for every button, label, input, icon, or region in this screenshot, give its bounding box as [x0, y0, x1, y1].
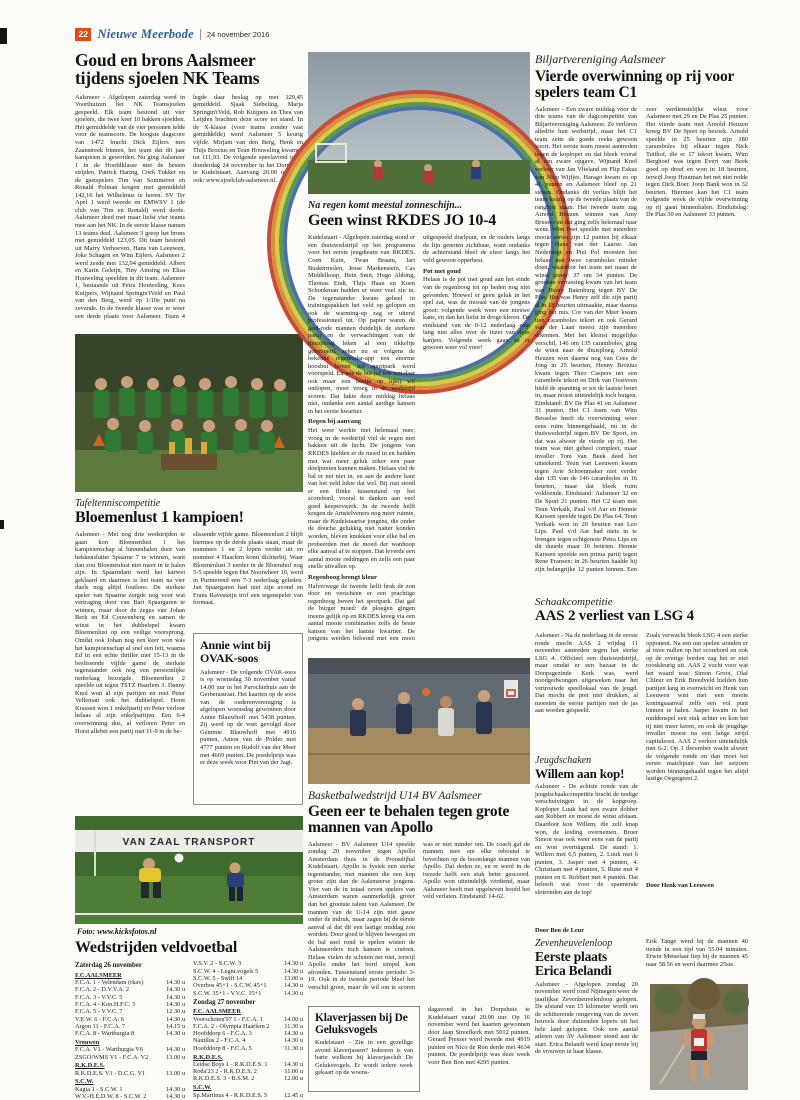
fixture-time: 14.30 u — [284, 982, 303, 990]
rkdes-photo-caption: Na regen komt meestal zonneschijn... — [308, 200, 463, 211]
fixture-time: 12.45 u — [284, 1091, 303, 1099]
article-tafeltennis — [75, 498, 303, 809]
fixture-row — [75, 1039, 185, 1046]
fixture-match: R.K.D.E.S. 3 - B.S.M. 2 — [193, 1075, 255, 1083]
schaak-body-col2: Zoals verwacht bleek LSG 4 een sterke opponent. Na een uur spelen stonden er al twee nullen op het scorebord en ook op de overige borden zag het er niet rooskleurig uit. AAS 2 vocht voor wat het waard was: Simon Groot, Olaf Cliteur en Erik Breedveld hielden hun partijen lang in evenwicht en Henk van Leeuwen wist met een mooie koningsaanval zelfs een vol punt binnen te halen. Jasper kwam in het middenspel een stuk achter en kon het tij niet meer keren, en ook de jeugdige invaller moest na een lange strijd capituleren. AAS 2 verloor uiteindelijk met 6-2. Op 1 december wacht alweer de volgende ronde en dan moet het eerste matchpunt van het seizoen worden binnengehaald tegen het altijd lastige Oegstgeest 2. — [646, 632, 748, 783]
fixture-row — [193, 1037, 303, 1044]
klaverjassen-box — [308, 1006, 420, 1092]
fixture-time: 14.30 u — [166, 979, 185, 987]
page-header — [75, 26, 745, 42]
photo-regenboog — [308, 52, 530, 194]
fixture-match: F.C.A. 2 - D.V.V.A. 2 — [75, 986, 130, 994]
fixture-row — [193, 1092, 303, 1099]
fixture-time: 14.30 u — [166, 986, 185, 994]
schaak-col2 — [646, 632, 748, 889]
biljart-body: Aalsmeer - Een zware middag voor de drie teams van de dagcompetitie van Biljartvereniging Aalsmeer. Ze verloren alledrie hun wedstrijd, maar het C1 team zette de goede reeks gewoon voort. Het eerste team moest aantreden tegen de koploper en dat bleek vooraf al een zware opgave. Wijnand Knol verloor van Jan Vlieland en Flip Eskus van Nico Wijfjes. Harago kwam zo op 41 punten en Aalsmeer bleef op 21 steken. Ondanks dit verlies blijft het team keurig op de tweede plaats van de ranglijst staan. Het tweede team zag Arnold Heuzen winnen van Amy Brussee en dat ging zelfs helemaal naar wens. Wim Peet speelde met meerdere mooie series zijn 12 punten bij elkaar tegen Hans van der Laarse. Jan Nederstigt en Piet Pol moesten het helaas met twee caramboles minder doen, waardoor het team net naast de winst greep: 37 om 34 punten. De grootste verrassing kwam van het team van Henry Batenburg tegen BV De Plas. Het was Henry zelf die zijn partij al in 18 beurten uitmaakte, maar daarna ging het mis. Cor van der Meer kwam tien caramboles tekort en ook Gerard van der Laan moest zijn meerdere erkennen. Met het kleinst mogelijke verschil, 146 om 135 caramboles, ging de winst naar de thuisploeg. Arnold Heuzen won daarna nog van Cees de Jong in 25 beurten, Henny Brozius kwam tegen Theo Caspers net een carambole tekort en Dirk van Oostveen hield de spanning er tot de laatste beurt in, maar moest uiteindelijk toch buigen. Eindstand: BV De Plas 41 en Aalsmeer 31 punten. Het C1 team van Wim Besselse heeft de overwinning weer eens ruim binnengehaald, nu in de thuiswedstrijd tegen BV De Sport, en dat was alweer de vierde op rij. Het team was niet geheel compleet, maar invaller Tom van Beek deed het uitstekend. Teun van Leeuwen kwam tegen Arie Schoenmaker niet verder dan 135 van de 146 caramboles in 16 beurten, maar dat bleek ruim voldoende. Eindstand: Aalsmeer 32 en De Sport 21 punten. Het C2 team met Teun Verkaik, Paul v/d Aar en Hennie Karssen speelde tegen De Plas 64. Teun Verkaik won in 20 beurten van Leo Lips. Paul v/d Aar had niets in te brengen tegen echtgenote Petra Lips en dit duurde maar 16 beurten. Hennie Karssen speelde een prima partij tegen Rene Fransen: in 26 beurten haalde hij zijn belangrijke 12 punten binnen. Een zeer verdienstelijke winst voor Aalsmeer met 29 en De Plas 25 punten. Het vierde team met Arnold Heuzen kreeg BV De Sport op bezoek. Arnold speelde in 25 beurten zijn 180 caramboles bij elkaar tegen Nick Tuithof, die er 17 tekort kwam. Wim Berghoef was tegen Evert van Beek goed op dreef en won in 18 beurten, terwijl Joop Houtman het net niet redde tegen Dick Boer. Joop Bank won in 32 beurten. Hiermee kan het C1 team volgende week de vijfde overwinning op rij gaan binnenhalen. Einduitslag: De Plas 30 en Aalsmeer 33 punten. — [535, 105, 748, 573]
ovak-headline: Annie wint bij OVAK-soos — [200, 638, 271, 665]
fixture-time: 14.30 u — [284, 1060, 303, 1068]
fixture-match: W.V.-H.E.D.W. 8 - S.C.W. 2 — [75, 1093, 147, 1100]
body-paragraph: Het weer werkte niet helemaal mee; vroeg in de wedstrijd viel de regen met bakken uit de lucht. De jongens van RKDES hielden er de moed in en hadden met wat meer geluk zeker een paar doelpunten kunnen maken. Helaas viel de bal er net niet in, en aan de andere kant van het veld lukte dat wel. Bij rust stond er een flinke tussenstand op het scorebord, vooral te danken aan veel goed keeperswerk. In de tweede helft kregen de Amstelveners nog meer ruimte, maar de Kudelstaartse jongens, die onder de douche gelukkig niet natter konden worden, bleven knokken voor elke bal en probeerden met de moed der wanhoop elke aanval af te stoppen. Dat leverde een aantal mooie reddingen en zelfs een paar snelle uitvallen op. — [308, 427, 415, 571]
fixture-match: S.C.W. 5 - Swift 14 — [193, 974, 243, 982]
fixture-match: Kagia 1 - S.C.W. 1 — [75, 1085, 123, 1093]
fixture-row — [75, 962, 185, 970]
scan-mark — [0, 28, 7, 44]
fixture-row — [75, 1062, 185, 1069]
regenboog-illustration — [308, 52, 530, 194]
veldvoetbal-headline: Wedstrijden veldvoetbal — [75, 939, 238, 956]
fixture-match: Argon 11 - F.C.A. 7 — [75, 1022, 126, 1030]
tafeltennis-body-col1: Aalsmeer - Met nog drie wedstrijden te gaan kon Bloemenlust 1 het kampioenschap al binnenhalen door van hekkensluiter Spaarne 7 te winnen, want dan zou Bloemenlust niet meer in te halen zijn. In Spaarndam werd het karwei geklaard en daarmee is het team na vier duels nog altijd foutloos. De sterkste speler van Spaarne zorgde nog voor wat vertraging door van Bart Spaargaren te winnen, maar door de zeges van Johan Berk en Ed Couwenberg en samen de winst in het dubbelspel kwam Bloemenlust op een veilige voorsprong. Omdat ook Johan nog een keer won was het kampioenschap al snel een feit, waarna Ed in een echte thriller met 15-13 in de beslissende vijfde game de sterkste tegenstander ook nog een persoonlijke nederlaag bezorgde. Bloemenlust 2 speelde uit tegen TSTZ Haarlem 3. Danny Knol won al zijn partijen en met Peter Velleman ook het dubbelspel. Horst Krassen won 1 enkelpartij en Peter verloor helaas al zijn enkelpartijen. Een 6-4 overwinning dus, al verloren Peter en Horst allebei een partij met 11-9 in de be- — [75, 531, 185, 735]
fixture-match: Zondag 27 november — [193, 998, 256, 1006]
fixture-match: ZSGO/WMS V1 - F.C.A. V2 — [75, 1053, 149, 1061]
fixture-match: Zaterdag 26 november — [75, 962, 142, 970]
fixture-row — [193, 1045, 303, 1052]
fixture-match: F.C.A. V1 - Wartburgia V6 — [75, 1046, 143, 1054]
article-jeugdschaken — [535, 755, 638, 934]
fixture-row — [75, 972, 185, 979]
fixture-match: Hoofddorp 6 - F.C.A. 3 — [193, 1030, 252, 1038]
fixture-row — [75, 1023, 185, 1030]
fixture-match: F.C. AALSMEER — [193, 1008, 241, 1016]
fixture-row — [193, 1054, 303, 1061]
fixture-match: V.S.V. 2 - S.C.W. 3 — [193, 960, 242, 968]
fixture-row — [193, 1023, 303, 1030]
fixture-match: Roda'23 2 - R.K.D.E.S. 2 — [193, 1068, 257, 1076]
photo-voetbal-keeper — [75, 816, 303, 924]
article-veldvoetbal — [75, 939, 303, 1100]
fixture-time: 12.00 u — [284, 1075, 303, 1083]
biljart-headline: Vierde overwinning op rij voor spelers team C1 — [535, 68, 734, 101]
fixture-time: 14.30 u — [166, 1085, 185, 1093]
fixture-time: 11.30 u — [284, 1022, 303, 1030]
schaak-byline: Door Henk van Leeuwen — [646, 882, 714, 889]
jeugdschaken-kicker: Jeugdschaken — [535, 755, 592, 766]
fixture-match: S.C.W. — [75, 1078, 94, 1086]
sjoelen-body: Aalsmeer - Afgelopen zaterdag werd in Voorthuizen het NK Teamsjoelen gespeeld. Elk team bestond uit vier sjoelers, die twee keer 10 bakken sjoelden. Het gemiddelde van de vier personen telde voor de teamscore. De hoogste dagscore van 1472 bracht Dick Eijlers met Zaanstreek binnen, het team dat dit jaar kampioen is geworden. Nu ging Aalsmeer 1 in de Hoofdklasse met de besten strijden. Patrick Haring, Cock Tukker en de gastspelers Tim van Sommeren en Ronald Polman kregen met gemiddeld 142,16 het Wilhelmus te horen. SV Ter Apel 1 werd tweede en EMWSV 1 (de club van Tim en Ronald) werd derde. Aalsmeer deed met maar liefst vier teams mee aan het NK. In de eerste klasse namen 13 teams deel. Aalsmeer 3 greep het brons met gemiddeld 123,05. Dit team bestond uit Marry Verhoeven, Hans van Leeuwen, Joke Schagen en Wim Eijlers. Aalsmeer 2 werd zesde met 132,94 gemiddeld. Albert en Karin Geleijn, Tiny Amsing en Elisa Houweling speelden in dit team. Aalsmeer 1, bestaande uit Petra Houweling, Kees Kuijpers, Wijnand Springin'tVeld en Paul van den Berg, werd op 1/10e punt na zevende. In de tweede klasse was er weer een derde plaats voor Aalsmeer. Team 4 legde daar beslag op met 129,45 gemiddeld. Sjaak Siebeling, Marja Springin'tVeld, Rob Kuijpers en Thea van Leijden brachten deze score tot stand. In de X-klasse (voor teams zonder vast gemiddelde) werd Aalsmeer 5 keurig vijfde. Mirjam van den Berg, Henk en Thijs Brozius en Teun Houweling kwamen tot 111,93. De volgende speelavond is op donderdag 24 november in het Dorpshuis te Kudelstaart. Aanvang 20.00 uur. Zie ook: www.sjoelclub-aalsmeer.nl. — [75, 93, 303, 320]
ad-board-text: VAN ZAAL TRANSPORT — [122, 837, 256, 848]
zevenheuvelen-kicker: Zevenheuvelenloop — [535, 938, 613, 949]
fixture-time: 14.00 u — [284, 1015, 303, 1023]
fixture-row — [193, 1075, 303, 1082]
photo-hardloopster — [650, 984, 748, 1090]
tafeltennis-body-col2: slissende vijfde game. Bloemenlust 2 blijft hiermee op de derde plaats staan, maar de nummers 1 en 2 lopen verder uit en nummer 4 Haarlem komt dichterbij. Waar Bloemenlust 3 eerder in de Bloemhof nog 5-5 speelde tegen Het Nootwheer 10, werd in Purmerend een 7-3 nederlaag geleden. Jan Spaargaren had niet zijn avond en Frans Ravesteijn trof een tegenspeler van formaat. — [193, 531, 303, 607]
photo-credit: Foto: www.kicksfotos.nl — [77, 927, 157, 936]
fixture-row — [193, 960, 303, 967]
article-biljart — [535, 52, 748, 578]
zevenheuvelen-body-col2: Erik Tange werd bij de mannen 40 tiende in een tijd van 55.04 minuten. Erwin Metselaar liep bij de mannen 45 naar 58.56 en werd daarmee 25ste. — [646, 938, 748, 968]
fixture-match: R.K.D.E.S. V1 - D.C.G. V1 — [75, 1069, 146, 1077]
fixture-row — [75, 979, 185, 986]
fixture-row — [193, 1068, 303, 1075]
schaak-body-col1: Aalsmeer - Na de nederlaag in de eerste ronde mocht AAS 2 vrijdag 11 november aantreden tegen het sterke LSG 4. Officieel een thuiswedstrijd, maar omdat er een bazaar in de Doopsgezinde Kerk was, werd noodgedwongen uitgeweken naar het vertrouwde speellokaal van de jeugd. Dat mocht de pret niet drukken, al moesten de eerste partijen met de jas aan worden gespeeld. — [535, 632, 638, 715]
fixture-row — [75, 1070, 185, 1077]
fixture-row — [193, 975, 303, 982]
fixture-time: 14.30 u — [166, 1093, 185, 1100]
fixture-match: F.C.A. 3 - V.V.C. 5 — [75, 993, 123, 1001]
fixture-row — [75, 1016, 185, 1023]
schaak-kicker: Schaakcompetitie — [535, 596, 613, 608]
article-rkdes — [308, 200, 530, 646]
fixture-row — [193, 1016, 303, 1023]
fixture-row — [193, 990, 303, 997]
fixture-time: 14.30 u — [166, 1030, 185, 1038]
fixture-row — [75, 1078, 185, 1085]
klaverjassen-body-col2: dagavond in het Dorpshuis te Kudelstaart vanaf 20.00 uur. Op 16 november werd het kaarten gewonnen door Jaap Streefkerk met 5012 punten. Gerard Presser werd tweede met 4919 punten en Nico de Ron derde met 4634 punten. De poedelprijs was deze week voor Ben Bon met 4295 punten. — [428, 1006, 530, 1066]
fixtures-col2 — [193, 960, 303, 1099]
fixture-match: S.C.W. 35+1 - V.V.C. 35+1 — [193, 989, 262, 997]
sjoelen-team-illustration — [75, 334, 303, 492]
fixture-match: F.C.AALSMEER — [75, 971, 122, 979]
fixture-match: S.C.W. 4 - Legm.vogels 5 — [193, 967, 259, 975]
basketbal-headline: Geen eer te behalen tegen grote mannen van Apollo — [308, 803, 510, 836]
biljart-kicker: Biljartvereniging Aalsmeer — [535, 52, 666, 66]
body-paragraph: Regenboog brengt kleur — [308, 573, 377, 581]
jeugdschaken-headline: Willem aan kop! — [535, 766, 625, 781]
ovak-body: Aalsmeer - De volgende OVAK-soos is op woensdag 30 november vanaf 14.00 uur in het Parochiehuis aan de Gerberastraat. Het kaarten op de soos van de ouderenvereniging is afgelopen woensdag gewonnen door Annie Blauwhoff met 5438 punten. Zij werd op de voet gevolgd door Gemmie Blauwhoff met 4916 punten, Anton van de Polder met 4777 punten en Rudolf van der Meer met 4669 punten. De poedelprijs was er deze week voor Piet van der Jagt. — [200, 668, 296, 767]
zevenheuvelen-body-col1: Aalsmeer - Afgelopen zondag 20 november werd rond Nijmegen weer de jaarlijkse Zevenheuvelenloop gelopen. De afstand van 15 kilometer wordt om de schitterende omgeving van de zeven heuvels door duizenden lopers uit het hele land gelopen. Ook een aantal atleten van AV Aalsmeer stond aan de start. Erica Belandi werd knap eerste bij de vrouwen in haar klasse. — [535, 980, 638, 1056]
fixture-row — [75, 1093, 185, 1100]
fixture-row — [193, 1084, 303, 1091]
body-paragraph: Regen bij aanvang — [308, 418, 362, 426]
fixture-row — [193, 1030, 303, 1037]
fixture-time: 14.30 u — [284, 1037, 303, 1045]
fixture-row — [193, 968, 303, 975]
fixture-match: S.C.W. — [193, 1084, 212, 1092]
photo-sjoelen-team — [75, 334, 303, 492]
fixture-row — [75, 1008, 185, 1015]
fixture-time: 13.00 u — [166, 1053, 185, 1061]
fixture-match: F.C.A. 2 - Olympia Haarlem 2 — [193, 1022, 270, 1030]
fixture-match: Overbos 45+1 - S.C.W. 45+1 — [193, 982, 267, 990]
basketbal-illustration — [308, 658, 530, 784]
fixture-row — [193, 999, 303, 1007]
article-zevenheuvelenloop — [535, 938, 638, 1085]
fixture-time: 12.30 u — [166, 1008, 185, 1016]
rkdes-headline: Geen winst RKDES JO 10-4 — [308, 212, 497, 229]
fixture-match: F.C.A. 8 - Wartburgia 8 — [75, 1030, 135, 1038]
fixture-match: F.C.A. 1 - Velendam (rkav) — [75, 979, 144, 987]
fixture-row — [75, 994, 185, 1001]
fixture-match: Sp.Martinus 4 - R.K.D.E.S. 5 — [193, 1091, 268, 1099]
fixture-time: 11.30 u — [284, 1044, 303, 1052]
zevenheuvelen-headline: Eerste plaats Erica Belandi — [535, 949, 612, 978]
schaak-headline: AAS 2 verliest van LSG 4 — [535, 608, 694, 624]
voetbal-keeper-illustration — [75, 816, 303, 924]
body-paragraph: Kudelstaart - Afgelopen zaterdag stond er een thuiswedstrijd op het programma voor het eerste jeugdteam van RKDES. Coen Kuin, Twan Braam, Jari Buskermolen, Jesse Markenstein, Cas Middelkoop, Hein Smit, Hugo Abbing, Thomas Endt, Thijs Haan en Koen Schonkman hadden er weer veel zin in. De tegenstander kwam geheel in trainingspakken het veld op gelopen en ook de warming-up zag er uiterst professioneel uit. Op papier waren de geel-rode mannen duidelijk de sterkere partij en de verwachtingen van de thuisploeg leken al een tikkeltje getemperd, zeker nu er volgens de bekende regenradar-app een enorme hoosbui boven het sportpark werd voorspeld. En wie de bui (of iets wat daar ook maar een beetje op lijkt) wil ontlopen, moet vroeg in de wedstrijd scoren. Dat lukte deze middag helaas niet, ondanks een aantal aardige kansen in het eerste kwartier. — [308, 234, 415, 415]
fixture-match: F.C.A. 4 - Kon.H.F.C. 3 — [75, 1001, 136, 1008]
page-number: 22 — [75, 28, 91, 41]
article-schaak — [535, 596, 748, 624]
fixture-time: 14.30 u — [284, 1030, 303, 1038]
hardloopster-illustration — [650, 984, 748, 1090]
article-klaverjassen — [308, 1006, 530, 1092]
basketbal-kicker: Basketbalwedstrijd U14 BV Aalsmeer — [308, 790, 482, 802]
body-paragraph: Helaas is de pot met goud aan het einde van de regenboog tot op heden nog niet gevonden. Hoewel er geen geluk in het spel zat, was de moraal van de jongens groot: volgende week weer een nieuwe kans, en dan het liefst in droge kleren. De eindstand van de 0-12 nederlaag zegt lang niet alles over de inzet van deze kanjers. Volgende week gaan ze er gewoon weer vol voor! — [423, 276, 530, 352]
sjoelen-headline: Goud en brons Aalsmeer tijdens sjoelen NK Teams — [75, 50, 260, 88]
fixture-time: 11.00 u — [284, 1068, 303, 1076]
fixture-row — [75, 1086, 185, 1093]
fixture-row — [193, 982, 303, 989]
article-ovak-box — [193, 633, 303, 805]
fixture-time: 13.00 u — [166, 1069, 185, 1077]
fixture-time: 14.30 u — [166, 1001, 185, 1008]
klaverjassen-body-box: Kudelstaart - Zin in een gezellige avond klaverjassen? Iedereen is van harte welkom bij klaverjasclub De Geluksvogels. Er wordt iedere week gekaart op de woens- — [315, 1039, 413, 1077]
fixture-row — [75, 1030, 185, 1037]
fixture-row — [193, 1061, 303, 1068]
fixture-time: 14.30 u — [284, 960, 303, 968]
tafeltennis-headline: Bloemenlust 1 kampioen! — [75, 509, 244, 526]
klaverjassen-headline: Klaverjassen bij De Geluksvogels — [315, 1012, 408, 1037]
fixture-match: Nautilus 2 - F.C.A. 4 — [193, 1037, 246, 1045]
header-divider — [200, 29, 201, 40]
fixture-row — [75, 1054, 185, 1061]
fixture-row — [75, 986, 185, 993]
fixture-match: Vrouwen — [75, 1038, 100, 1046]
body-paragraph: Pot met goud — [423, 267, 461, 275]
article-sjoelen — [75, 52, 303, 326]
body-paragraph: Halverwege de tweede helft brak de zon door en verscheen er een prachtige regenboog boven het sportpark. Dat gaf de burger moed: de ploegen gingen ineens gelijk op en RKDES kreeg via een aantal mooie combinaties zelfs de beste kansen van het laatste kwartier. De jongens werden beloond met een mooi uitgespeeld doelpunt, en de ouders langs de lijn genoten zichtbaar, want ondanks de achterstand bleef de sfeer langs het veld gewoon opperbest. — [308, 234, 530, 643]
tafeltennis-kicker: Tafeltenniscompetitie — [75, 498, 161, 509]
rkdes-body — [308, 234, 530, 646]
fixtures-col1 — [75, 960, 185, 1100]
fixture-time: 14.30 u — [166, 993, 185, 1001]
fixture-match: R.K.D.E.S. — [75, 1062, 105, 1070]
issue-date: 24 november 2016 — [206, 29, 270, 39]
fixture-row — [193, 1008, 303, 1015]
fixture-time: 14.30 u — [166, 1015, 185, 1023]
article-basketbal — [308, 790, 530, 999]
fixture-match: Leidse Boys 1 - R.K.D.E.S. 1 — [193, 1060, 268, 1068]
photo-basketbal — [308, 658, 530, 784]
fixture-row — [75, 1046, 185, 1053]
jeugdschaken-byline: Door Ben de Leur — [535, 927, 585, 935]
masthead-title: Nieuwe Meerbode — [97, 26, 194, 41]
fixture-time: 13.00 u — [284, 974, 303, 982]
fixture-match: Hoofddorp 8 - F.C.A. 5 — [193, 1044, 252, 1052]
fixture-match: V.E.W. 6 - F.C.A. 6 — [75, 1015, 124, 1023]
fixture-time: 14.15 u — [166, 1022, 185, 1030]
basketbal-body: Aalsmeer - BV Aalsmeer U14 speelde zondag 20 november tegen Apollo Amsterdam thuis in de Proosdijhal Kudelstaart. Apollo is fysiek een sterke tegenstander, met mannen die een kop groter zijn dan de Aalsmeerse jongens. Vier van de in totaal zeven spelers van Amsterdam waren aanmerkelijk groter dan het grootste talent van Aalsmeer. De mannen van de U-14 zijn niet gauw onder de indruk, maar zagen bij de eerste aanval al dat dit een lastige middag zou worden. Door goed te blijven bewegen en de bal snel rond te spelen wisten de Aalsmeerders toch kansen te creëren. Helaas vielen de schoten net niet, terwijl Apollo onder het bord simpel kon afronden. Tussenstand eerste periode: 3-19. Ook in de tweede periode bleef het verschil groot, maar de wil om te scoren was er niet minder om. De coach gaf de mannen mee om elke rebound te bevechten op de boomlange mannen van Apollo. Dat deden ze, en er werd in de tweede helft een stuk beter gescoord. Apollo won uiteindelijk verdiend, maar Aalsmeer heeft met opgeheven hoofd het veld verlaten. Eindstand: 14-62. — [308, 840, 530, 991]
fixture-match: Voorschoten'97 1 - F.C.A. 1 — [193, 1015, 263, 1023]
fixture-time: 14.30 u — [284, 967, 303, 975]
fixture-match: F.C.A. 5 - V.V.C. 7 — [75, 1008, 123, 1016]
jeugdschaken-body: Aalsmeer - De achtste ronde van de jeugdschaakcompetitie bracht de nodige verschuivingen in de kopgroep. Koploper Luuk had een zware dobber aan Robbert en moest de winst afstaan. Daardoor kon Willem, die zelf knap won, de leiding overnemen. Broer Simon was ook weer eens van de partij en won overtuigend. De stand: 1. Willem met 6,5 punten, 2. Luuk met 6 punten, 3. Jasper met 4 punten, 4. Christiaan met 4 punten, 5. Rune met 4 punten en 6. Robbert met 4 punten. Dat belooft wat voor de spannende slotronden aan de top! — [535, 783, 638, 896]
fixture-match: R.K.D.E.S. — [193, 1053, 223, 1061]
scan-mark — [0, 520, 4, 529]
fixture-time: 14.30 u — [166, 1046, 185, 1054]
fixture-time: 14.30 u — [284, 989, 303, 997]
fixture-row — [75, 1001, 185, 1008]
